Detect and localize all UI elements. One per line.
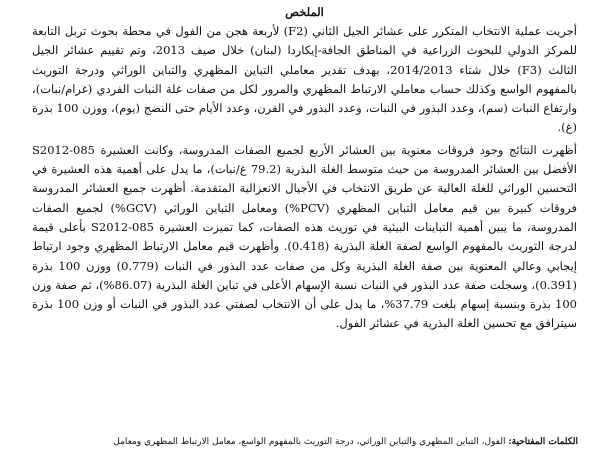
abstract-paragraph-methods: أجريت عملية الانتخاب المتكرر على عشائر الجيل الثاني (F2) لأربعة هجن من الفول في محطة بحوث تربل التابعة للمركز الدولي للبحوث الزراعية في المناطق الجافة-إيكاردا (لبنان) خلال صيف 2013، وتم تقييم عشائر الجيل الثالث (F3) خلال شتاء 2014/2013، بهدف تقدير معاملي التباين المظهري والتباين الوراثي ودرجة التوريث بالمفهوم الواسع وكذلك حساب معاملي الارتباط المظهري والمرور لكل من صفات غلة النبات الفردي (غرام/نبات)، وارتفاع النبات (سم)، وعدد البذور في النبات، وعدد البذور في القرن، وعدد الأيام حتى النضج (يوم)، ووزن 100 بذرة (غ).: [32, 24, 577, 135]
keywords-text: الفول، التباين المظهري والتباين الوراثي، درجة التوريث بالمفهوم الواسع، معامل الارتباط المظهري ومعامل: [113, 437, 506, 447]
abstract-title: الملخص: [285, 5, 324, 19]
abstract-section: [32, 4, 577, 334]
keywords-label: الكلمات المفتاحية:: [508, 437, 578, 447]
abstract-paragraph-results: أظهرت النتائج وجود فروقات معنوية بين العشائر الأربع لجميع الصفات المدروسة، وكانت العشيرة S2012-085 الأفضل بين العشائر المدروسة من حيث متوسط الغلة البذرية (79.2 غ/نبات)، ما يدل على أهمية هذه العشيرة في التحسين الوراثي للغلة العالية عن طريق الانتخاب في الأجيال الانعزالية المتقدمة. أظهرت جميع العشائر المدروسة فروقات كبيرة بين قيم معامل التباين المظهري (PCV%) ومعامل التباين الوراثي (GCV%) لجميع الصفات المدروسة، ما يبين أهمية التباينات البيئية في توريث هذه الصفات، كما تميزت العشيرة S2012-085 بأعلى قيمة لدرجة التوريث بالمفهوم الواسع لصفة الغلة البذرية (0.418). وأظهرت قيم معامل الارتباط المظهري وجود ارتباط إيجابي وعالي المعنوية بين صفة الغلة البذرية وكل من صفات عدد البذور في النبات (0.779) ووزن 100 بذرة (0.391)، وسجلت صفة عدد البذور في النبات نسبة الإسهام الأعلى في تباين الغلة البذرية (86.07%)، ثم صفة وزن 100 بذرة وبنسبة إسهام بلغت 37.79%، ما يدل على أن الانتخاب لصفتي عدد البذور في النبات أو وزن 100 بذرة سيترافق مع تحسين الغلة البذرية في عشائر الفول.: [32, 142, 577, 331]
keywords-line: [28, 436, 578, 448]
